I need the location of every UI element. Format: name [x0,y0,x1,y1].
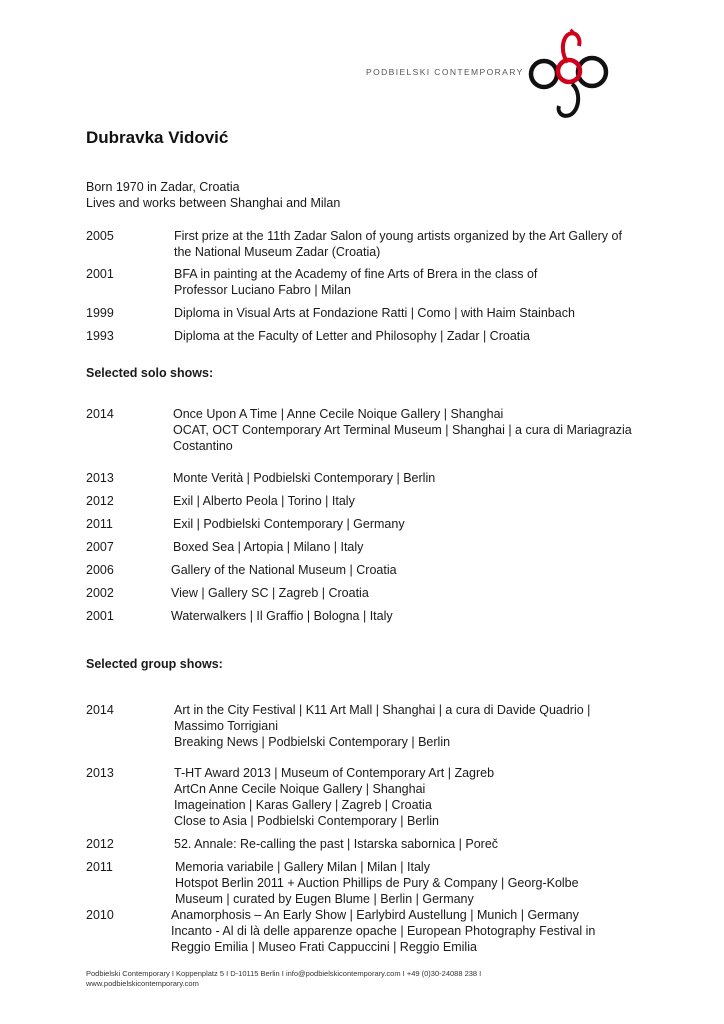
entry-text: BFA in painting at the Academy of fine Arts of Brera in the class of Professor Luciano Fabro | Milan [174,267,538,297]
entry-text: First prize at the 11th Zadar Salon of young artists organized by the Art Gallery of the National Museum Zadar (Croatia) [174,229,622,259]
entry-text: 52. Annale: Re-calling the past | Istarska sabornica | Poreč [174,837,499,851]
entry-year: 2011 [86,517,113,531]
entry-year: 2001 [86,609,114,623]
entry-text: Diploma in Visual Arts at Fondazione Ratti | Como | with Haim Stainbach [174,306,575,320]
entry-year: 2002 [86,586,114,600]
group-shows-heading: Selected group shows: [86,657,223,671]
entry-text: Monte Verità | Podbielski Contemporary | Berlin [173,471,436,485]
birth-line: Born 1970 in Zadar, Croatia [86,180,240,194]
artist-intro [86,180,340,211]
artist-name: Dubravka Vidović [86,128,229,147]
entry-text: Gallery of the National Museum | Croatia [171,563,397,577]
entry-year: 2014 [86,703,114,717]
podbielski-logo-icon [524,26,614,122]
entry-year: 2012 [86,494,114,508]
entry-year: 2006 [86,563,114,577]
entry-text: Once Upon A Time | Anne Cecile Noique Gallery | Shanghai OCAT, OCT Contemporary Art Terminal Museum | Shanghai | a cura di Mariagrazia Costantino [173,407,632,453]
entry-year: 2012 [86,837,114,851]
entry-text: Art in the City Festival | K11 Art Mall | Shanghai | a cura di Davide Quadrio | Massimo Torrigiani Breaking News | Podbielski Contemporary | Berlin [174,703,591,749]
entry-text: Exil | Podbielski Contemporary | Germany [173,517,405,531]
entry-text: Boxed Sea | Artopia | Milano | Italy [173,540,364,554]
entry-year: 2001 [86,267,114,281]
entry-text: View | Gallery SC | Zagreb | Croatia [171,586,369,600]
entry-year: 2005 [86,229,114,243]
entry-text: Exil | Alberto Peola | Torino | Italy [173,494,355,508]
entry-year: 2007 [86,540,114,554]
entry-year: 2013 [86,471,114,485]
solo-shows-heading: Selected solo shows: [86,366,214,380]
entry-year: 1993 [86,329,114,343]
entry-text: Waterwalkers | Il Graffio | Bologna | Italy [171,609,393,623]
page-footer [86,969,481,989]
entry-text: Diploma at the Faculty of Letter and Philosophy | Zadar | Croatia [174,329,530,343]
entry-year: 2014 [86,407,114,421]
brand-name: PODBIELSKI CONTEMPORARY [366,67,524,77]
entry-text: T-HT Award 2013 | Museum of Contemporary Art | Zagreb ArtCn Anne Cecile Noique Gallery | Shanghai Imageination | Karas Gallery | Zagreb | Croatia Close to Asia | Podbielski Contemporary | Berlin [174,766,495,828]
entry-year: 2013 [86,766,114,780]
footer-address: Podbielski Contemporary I Koppenplatz 5 I D-10115 Berlin I info@podbielskicontemporary.com I +49 (0)30-24088 238 I [86,969,482,978]
residence-line: Lives and works between Shanghai and Milan [86,195,341,210]
footer-website-link[interactable]: www.podbielskicontemporary.com [86,979,199,988]
entry-text: Anamorphosis – An Early Show | Earlybird Austellung | Munich | Germany Incanto - Al di là delle apparenze opache | European Photography Festival in Reggio Emilia | Museo Frati Cappuccini | Reggio Emilia [171,908,596,954]
entry-year: 2011 [86,860,113,874]
entry-year: 1999 [86,306,114,320]
entry-year: 2010 [86,908,114,922]
entry-text: Memoria variabile | Gallery Milan | Milan | Italy Hotspot Berlin 2011 + Auction Phillips de Pury & Company | Georg-Kolbe Museum | curated by Eugen Blume | Berlin | Germany [175,860,579,906]
